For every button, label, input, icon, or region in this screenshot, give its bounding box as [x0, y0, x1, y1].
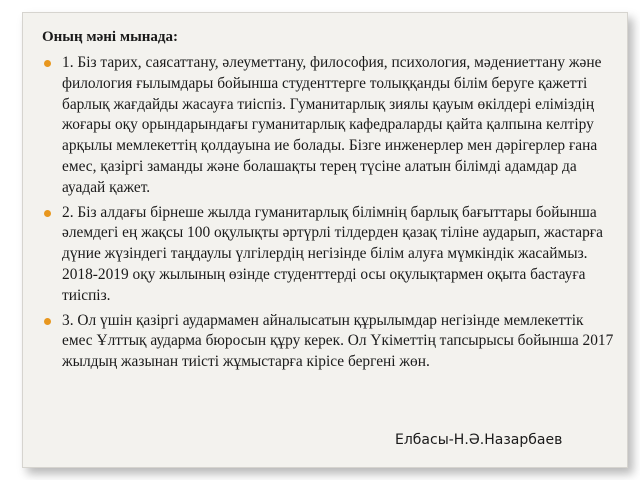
- bullet-paragraph-2: [42, 203, 614, 307]
- bullet-paragraph-1: [42, 53, 614, 199]
- paragraph-text: 2. Біз алдағы бірнеше жылда гуманитарлық білімнің барлық бағыттары бойынша әлемдегі ең жақсы 100 оқулықты әртүрлі тілдерден қазақ тіліне аударып, жастарға дүние жүзіндегі таңдаулы үлгілердің негізінде білім алуға мүмкіндік жасаймыз. 2018-2019 оқу жылының өзінде студенттерді осы оқулықтармен оқыта бастауға тиіспіз.: [62, 203, 603, 304]
- author-signature: Елбасы-Н.Ә.Назарбаев: [395, 432, 563, 448]
- paragraph-text: 3. Ол үшін қазіргі аудармамен айналысатын құрылымдар негізінде мемлекеттік емес Ұлттық аударма бюросын құру керек. Ол Үкіметтің тапсырысы бойынша 2017 жылдың жазынан тиісті жұмыстарға кірісе бергені жөн.: [62, 311, 614, 371]
- bullet-dot-icon: [44, 210, 51, 217]
- bullet-dot-icon: [44, 60, 51, 67]
- bullet-paragraph-3: [42, 311, 614, 373]
- text-body: [42, 28, 614, 377]
- bullet-dot-icon: [44, 318, 51, 325]
- paragraph-text: 1. Біз тарих, саясаттану, әлеуметтану, философия, психология, мәдениеттану және филология ғылымдары бойынша студенттерге толыққанды білім беруге қажетті барлық жағдайды жасауға тиіспіз. Гуманитарлық зиялы қауым өкілдері еліміздің жоғары оқу орындарындағы гуманитарлық кафедраларды қайта қалпына келтіру арқылы мемлекеттің қолдауына ие болады. Бізге инженерлер мен дәрігерлер ғана емес, қазіргі заманды және болашақты терең түсіне алатын білімді адамдар да ауадай қажет.: [62, 54, 602, 196]
- heading: Оның мәні мынада:: [42, 29, 179, 45]
